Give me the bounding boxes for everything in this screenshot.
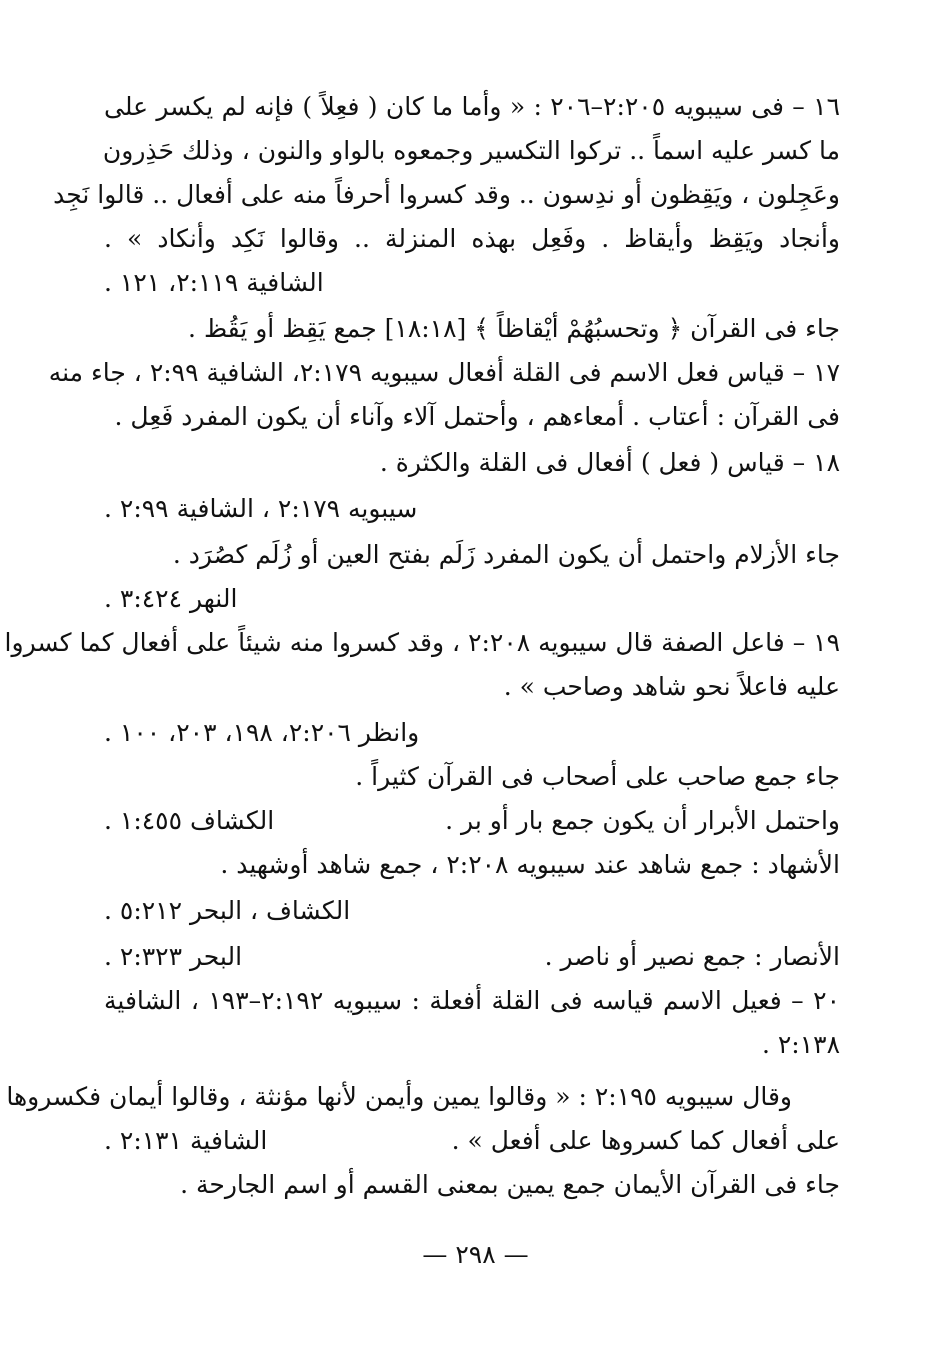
reference-kashshaf-bahr: الكشاف ، البحر ٥:٢١٢ . — [104, 896, 351, 925]
reference-line-5 — [104, 888, 840, 934]
text-line-20: جاء فى القرآن الأيمان جمع يمين بمعنى القسم أو اسم الجارحة . — [180, 1170, 840, 1199]
text-line-17: ٢:١٣٨ . — [761, 1030, 840, 1059]
reference-sibawayh: سيبويه ٢:١٧٩ ، الشافية ٢:٩٩ . — [104, 494, 418, 523]
page-body — [4, 84, 840, 1264]
reference-bahr: البحر ٢:٣٢٣ . — [104, 942, 243, 971]
aymaan-text: على أفعال كما كسروها على أفعل » . — [451, 1126, 840, 1155]
text-line-15 — [104, 934, 840, 980]
reference-shafiya: الشافية ٢:١١٩، ١٢١ . — [104, 268, 324, 297]
text-line-11: عليه فاعلاً نحو شاهد وصاحب » . — [503, 672, 840, 701]
text-line-4: وأنجاد ويَقِظ وأيقاظ . وفَعِل بهذه المنزلة .. وقالوا نَكِد وأنكاد » . — [104, 224, 840, 253]
text-line-19 — [104, 1118, 840, 1164]
text-line-6: ١٧ – قياس فعل الاسم فى القلة أفعال سيبويه ٢:١٧٩، الشافية ٢:٩٩ ، جاء منه — [48, 358, 840, 387]
text-line-16: ٢٠ – فعيل الاسم قياسه فى القلة أفعلة : سيبويه ٢:١٩٢–١٩٣ ، الشافية — [104, 986, 840, 1015]
text-line-7: فى القرآن : أعتاب . أمعاءهم ، وأحتمل آلاء وآناء أن يكون المفرد فَعِل . — [114, 402, 840, 431]
text-line-10: ١٩ – فاعل الصفة قال سيبويه ٢:٢٠٨ ، وقد كسروا منه شيئاً على أفعال كما كسروا — [4, 628, 840, 657]
text-line-3: وعَجِلون ، ويَقِظون أو ندِسون .. وقد كسروا أحرفاً منه على أفعال .. قالوا نَجِد — [53, 180, 840, 209]
text-line-5: جاء فى القرآن ﴿ وتحسبُهُمْ أيْقاظاً ﴾ [١٨:١٨] جمع يَقِظ أو يَقُظ . — [188, 314, 840, 343]
text-line-1: ١٦ – فى سيبويه ٢:٢٠٥–٢٠٦ : « وأما ما كان ( فعِلاً ) فإنه لم يكسر على — [104, 92, 840, 121]
page-number: — ٢٩٨ — — [422, 1240, 529, 1269]
text-line-13 — [104, 798, 840, 844]
text-line-9: جاء الأزلام واحتمل أن يكون المفرد زَلَم بفتح العين أو زُلَم كصُرَد . — [172, 540, 840, 569]
reference-line-3 — [104, 576, 840, 622]
reference-line-2 — [104, 486, 840, 532]
abrar-text: واحتمل الأبرار أن يكون جمع بار أو بر . — [445, 806, 840, 835]
text-line-14: الأشهاد : جمع شاهد عند سيبويه ٢:٢٠٨ ، جمع شاهد أوشهيد . — [220, 850, 840, 879]
reference-unzur: وانظر ٢:٢٠٦، ١٩٨، ٢٠٣، ١٠٠ . — [104, 718, 420, 747]
reference-kashshaf-1: الكشاف ١:٤٥٥ . — [104, 806, 275, 835]
text-line-8: ١٨ – قياس ( فعل ) أفعال فى القلة والكثرة . — [379, 448, 840, 477]
text-line-18: وقال سيبويه ٢:١٩٥ : « وقالوا يمين وأيمن لأنها مؤنثة ، وقالوا أيمان فكسروها — [6, 1082, 792, 1111]
text-line-12: جاء جمع صاحب على أصحاب فى القرآن كثيراً . — [355, 762, 840, 791]
reference-shafiya-2: الشافية ٢:١٣١ . — [104, 1126, 268, 1155]
reference-line-4 — [104, 710, 840, 756]
text-line-2: ما كسر عليه اسماً .. تركوا التكسير وجمعوه بالواو والنون ، وذلك حَذِرون — [102, 136, 840, 165]
reference-nahr: النهر ٣:٤٢٤ . — [104, 584, 238, 613]
ansar-text: الأنصار : جمع نصير أو ناصر . — [544, 942, 840, 971]
reference-line-1 — [104, 260, 840, 306]
